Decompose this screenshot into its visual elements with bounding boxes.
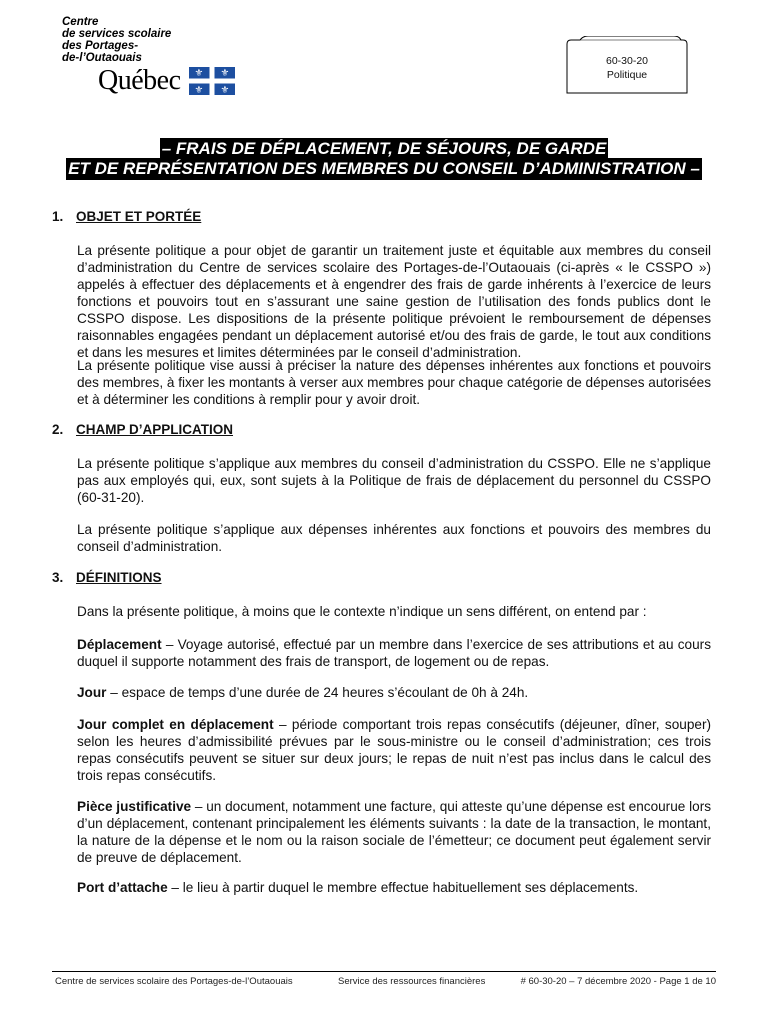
svg-text:⚜: ⚜: [194, 85, 203, 95]
document-title: [52, 138, 716, 160]
definition-text: – période comportant trois repas consécutifs (déjeuner, dîner, souper) selon les heures d’admissibilité prévues par le sous-ministre ou le conseil d’administration; ces trois repas consécutifs peuvent se situer sur deux jours; le repas de nuit n’est pas inclus dans le calcul des trois repas consécutifs.: [77, 717, 712, 783]
org-name-line: de-l’Outaouais: [62, 52, 142, 64]
definition-item: [77, 879, 711, 896]
definition-text: – un document, notamment une facture, qui atteste qu’une dépense est encourue lors d’un déplacement, contenant principalement les éléments suivants : la date de la transaction, le montant, la nature de la dépense et le nom ou la raison sociale de l’émetteur; ce document peut également servir de preuve de déplacement.: [77, 799, 712, 865]
definition-item: [77, 636, 711, 670]
definition-item: [77, 716, 711, 784]
document-reference-tab: [566, 36, 688, 94]
svg-text:⚜: ⚜: [220, 85, 229, 95]
section-intro: Dans la présente politique, à moins que le contexte n’indique un sens différent, on entend par :: [77, 604, 647, 619]
footer-organization: Centre de services scolaire des Portages-de-l’Outaouais: [55, 976, 293, 987]
definition-item: [77, 798, 711, 866]
definition-term: Port d’attache: [77, 880, 168, 895]
section-heading: 1. OBJET ET PORTÉE: [52, 209, 202, 224]
quebec-flag-icon: [189, 67, 235, 95]
footer-service: Service des ressources financières: [338, 976, 486, 987]
document-type: Politique: [606, 69, 648, 81]
definition-text: – espace de temps d’une durée de 24 heures s’écoulant de 0h à 24h.: [106, 685, 529, 700]
org-name-line: des Portages-: [62, 40, 139, 52]
definition-term: Jour: [77, 685, 107, 700]
definition-term: Pièce justificative: [77, 799, 192, 814]
section-paragraph: La présente politique s’applique aux membres du conseil d’administration du CSSPO. Elle ne s’applique pas aux employés qui, eux, sont sujets à la Politique de frais de déplacement du personnel du CSSPO (60-31-20).: [77, 456, 711, 505]
title-line-2: ET DE REPRÉSENTATION DES MEMBRES DU CONSEIL D’ADMINISTRATION –: [68, 159, 700, 178]
section-paragraph: La présente politique s’applique aux dépenses inhérentes aux fonctions et pouvoirs des membres du conseil d’administration.: [77, 522, 711, 554]
quebec-wordmark: Québec: [98, 65, 181, 96]
org-logo: [62, 16, 235, 96]
svg-text:⚜: ⚜: [194, 68, 203, 79]
definition-term: Déplacement: [77, 637, 162, 652]
definition-term: Jour complet en déplacement: [77, 717, 274, 732]
org-name-line: Centre: [62, 16, 99, 28]
section-heading: 3. DÉFINITIONS: [52, 570, 162, 585]
svg-text:⚜: ⚜: [220, 68, 229, 79]
section-paragraph: La présente politique a pour objet de garantir un traitement juste et équitable aux membres du conseil d’administration du Centre de services scolaire des Portages-de-l’Outaouais (ci-après « le CSSPO ») appelés à effectuer des déplacements et à engendrer des frais de garde inhérents à l’exercice de leurs fonctions et pouvoirs tout en s’assurant une saine gestion de l’utilisation des fonds publics dont le CSSPO dispose. Les dispositions de la présente politique prévoient le remboursement de dépenses raisonnables engagées pendant un déplacement autorisé et/ou des frais de garde, le tout aux conditions et dans les mesures et limites déterminées par le conseil d’administration.: [77, 243, 711, 360]
definition-text: – Voyage autorisé, effectué par un membre dans l’exercice de ses attributions et au cours duquel il supporte notamment des frais de transport, de logement ou de repas.: [77, 637, 711, 669]
footer-divider: [52, 971, 716, 972]
footer-page-info: # 60-30-20 – 7 décembre 2020 - Page 1 de 10: [520, 976, 716, 987]
title-line-1: – FRAIS DE DÉPLACEMENT, DE SÉJOURS, DE GARDE: [161, 139, 607, 158]
definition-text: – le lieu à partir duquel le membre effectue habituellement ses déplacements.: [167, 880, 639, 895]
section-paragraph: La présente politique vise aussi à préciser la nature des dépenses inhérentes aux fonctions et pouvoirs des membres, à fixer les montants à verser aux membres pour chaque catégorie de dépenses autorisées et à déterminer les conditions à remplir pour y avoir droit.: [77, 358, 711, 407]
definition-item: [77, 684, 711, 701]
section-heading: 2. CHAMP D’APPLICATION: [52, 422, 234, 437]
document-code: 60-30-20: [605, 55, 649, 67]
org-name-line: de services scolaire: [62, 28, 172, 40]
